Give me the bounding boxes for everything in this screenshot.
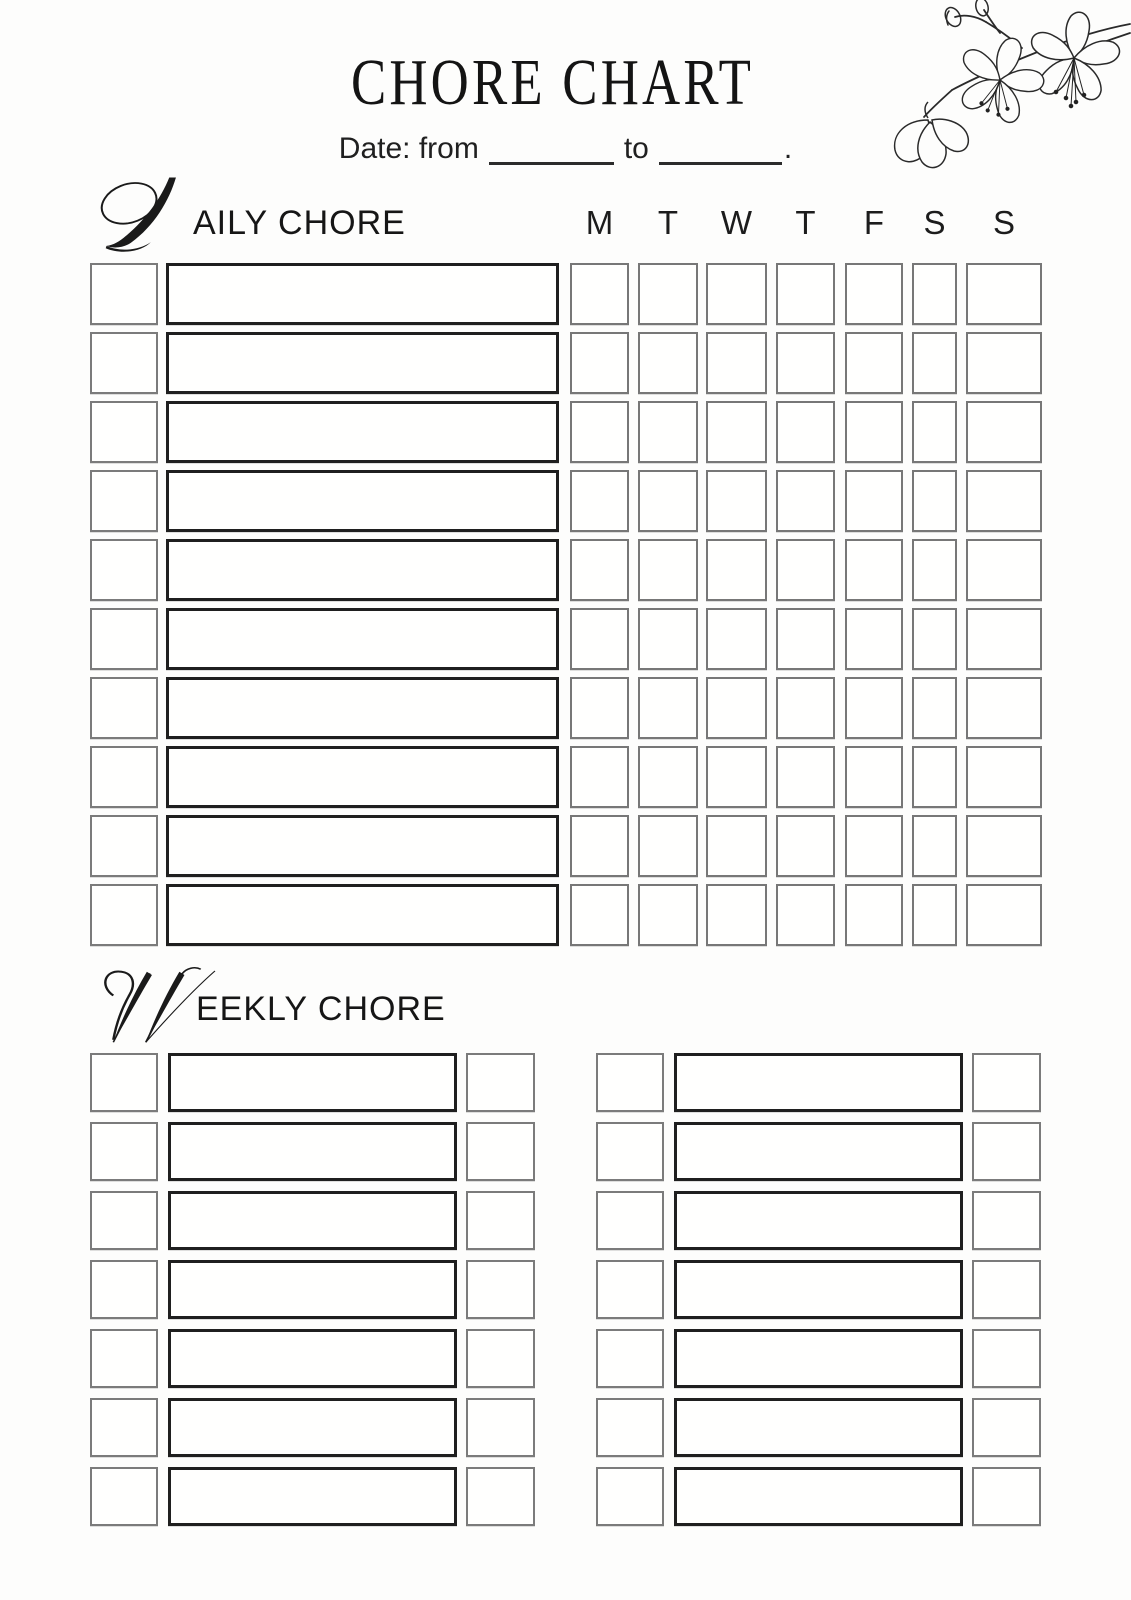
date-from-field[interactable] bbox=[489, 162, 614, 165]
weekly-extra-checkbox[interactable] bbox=[972, 1053, 1041, 1112]
weekly-chore-name-field[interactable] bbox=[674, 1191, 963, 1250]
day-header-row bbox=[90, 206, 1052, 244]
weekly-chore-name-field[interactable] bbox=[168, 1191, 457, 1250]
weekly-chore-name-field[interactable] bbox=[674, 1398, 963, 1457]
day-checkbox-tuesday[interactable] bbox=[638, 884, 698, 946]
chore-name-field[interactable] bbox=[166, 470, 559, 532]
weekly-extra-checkbox[interactable] bbox=[466, 1122, 535, 1181]
weekly-done-checkbox[interactable] bbox=[596, 1329, 664, 1388]
weekly-extra-checkbox[interactable] bbox=[972, 1122, 1041, 1181]
day-checkbox-saturday[interactable] bbox=[912, 677, 957, 739]
weekly-chore-row bbox=[90, 1122, 535, 1181]
day-checkbox-sunday[interactable] bbox=[966, 746, 1042, 808]
day-checkbox-monday[interactable] bbox=[570, 677, 629, 739]
day-checkbox-saturday[interactable] bbox=[912, 539, 957, 601]
weekly-done-checkbox[interactable] bbox=[596, 1122, 664, 1181]
weekly-done-checkbox[interactable] bbox=[90, 1053, 158, 1112]
date-prefix-label: Date: from bbox=[338, 132, 479, 165]
weekly-chore-row bbox=[90, 1329, 535, 1388]
weekly-done-checkbox[interactable] bbox=[596, 1467, 664, 1526]
chore-name-field[interactable] bbox=[166, 677, 559, 739]
weekly-chore-name-field[interactable] bbox=[168, 1329, 457, 1388]
day-checkbox-saturday[interactable] bbox=[912, 332, 957, 394]
day-checkbox-sunday[interactable] bbox=[966, 263, 1042, 325]
day-checkbox-friday[interactable] bbox=[845, 815, 903, 877]
day-checkbox-thursday[interactable] bbox=[776, 470, 835, 532]
day-checkbox-tuesday[interactable] bbox=[638, 746, 698, 808]
day-checkbox-monday[interactable] bbox=[570, 332, 629, 394]
weekly-done-checkbox[interactable] bbox=[596, 1191, 664, 1250]
day-checkbox-monday[interactable] bbox=[570, 470, 629, 532]
day-header-sunday: S bbox=[992, 204, 1015, 241]
day-checkbox-saturday[interactable] bbox=[912, 815, 957, 877]
daily-chore-row bbox=[90, 263, 1052, 325]
day-checkbox-wednesday[interactable] bbox=[706, 746, 767, 808]
day-checkbox-monday[interactable] bbox=[570, 263, 629, 325]
day-checkbox-thursday[interactable] bbox=[776, 815, 835, 877]
weekly-chore-row bbox=[90, 1398, 535, 1457]
day-checkbox-tuesday[interactable] bbox=[638, 539, 698, 601]
day-checkbox-wednesday[interactable] bbox=[706, 677, 767, 739]
weekly-column-1 bbox=[90, 1053, 535, 1536]
chore-name-field[interactable] bbox=[166, 884, 559, 946]
day-checkbox-friday[interactable] bbox=[845, 884, 903, 946]
weekly-done-checkbox[interactable] bbox=[90, 1191, 158, 1250]
day-checkbox-sunday[interactable] bbox=[966, 539, 1042, 601]
weekly-chore-row bbox=[596, 1329, 1041, 1388]
day-checkbox-tuesday[interactable] bbox=[638, 332, 698, 394]
day-checkbox-wednesday[interactable] bbox=[706, 884, 767, 946]
weekly-extra-checkbox[interactable] bbox=[972, 1467, 1041, 1526]
weekly-extra-checkbox[interactable] bbox=[466, 1398, 535, 1457]
day-checkbox-monday[interactable] bbox=[570, 608, 629, 670]
day-checkbox-sunday[interactable] bbox=[966, 470, 1042, 532]
day-header-thursday: T bbox=[795, 204, 816, 241]
day-checkbox-friday[interactable] bbox=[845, 332, 903, 394]
weekly-extra-checkbox[interactable] bbox=[972, 1191, 1041, 1250]
weekly-chore-name-field[interactable] bbox=[168, 1260, 457, 1319]
day-checkbox-monday[interactable] bbox=[570, 401, 629, 463]
day-checkbox-wednesday[interactable] bbox=[706, 470, 767, 532]
daily-chore-row bbox=[90, 608, 1052, 670]
day-checkbox-sunday[interactable] bbox=[966, 608, 1042, 670]
weekly-chore-row bbox=[596, 1053, 1041, 1112]
chore-done-checkbox[interactable] bbox=[90, 470, 158, 532]
daily-chore-row bbox=[90, 470, 1052, 532]
chore-done-checkbox[interactable] bbox=[90, 746, 158, 808]
weekly-done-checkbox[interactable] bbox=[596, 1260, 664, 1319]
day-header-tuesday: T bbox=[657, 204, 679, 241]
weekly-done-checkbox[interactable] bbox=[90, 1329, 158, 1388]
daily-chore-row bbox=[90, 539, 1052, 601]
day-checkbox-friday[interactable] bbox=[845, 746, 903, 808]
weekly-chore-name-field[interactable] bbox=[674, 1467, 963, 1526]
day-checkbox-tuesday[interactable] bbox=[638, 470, 698, 532]
weekly-chore-name-field[interactable] bbox=[674, 1329, 963, 1388]
chore-name-field[interactable] bbox=[166, 401, 559, 463]
weekly-chore-row bbox=[596, 1398, 1041, 1457]
chore-done-checkbox[interactable] bbox=[90, 608, 158, 670]
day-checkbox-saturday[interactable] bbox=[912, 884, 957, 946]
day-checkbox-thursday[interactable] bbox=[776, 608, 835, 670]
day-header-friday: F bbox=[863, 204, 885, 241]
weekly-chore-name-field[interactable] bbox=[168, 1122, 457, 1181]
weekly-done-checkbox[interactable] bbox=[90, 1260, 158, 1319]
day-checkbox-wednesday[interactable] bbox=[706, 608, 767, 670]
date-line bbox=[0, 131, 1131, 167]
day-checkbox-tuesday[interactable] bbox=[638, 608, 698, 670]
weekly-chore-name-field[interactable] bbox=[674, 1053, 963, 1112]
day-checkbox-thursday[interactable] bbox=[776, 884, 835, 946]
day-checkbox-sunday[interactable] bbox=[966, 332, 1042, 394]
weekly-extra-checkbox[interactable] bbox=[972, 1329, 1041, 1388]
weekly-extra-checkbox[interactable] bbox=[466, 1467, 535, 1526]
weekly-chore-name-field[interactable] bbox=[674, 1260, 963, 1319]
daily-chore-row bbox=[90, 332, 1052, 394]
weekly-chore-row bbox=[90, 1053, 535, 1112]
day-checkbox-saturday[interactable] bbox=[912, 608, 957, 670]
day-checkbox-tuesday[interactable] bbox=[638, 263, 698, 325]
weekly-chore-row bbox=[90, 1191, 535, 1250]
weekly-chore-row bbox=[90, 1260, 535, 1319]
daily-chore-row bbox=[90, 815, 1052, 877]
day-checkbox-friday[interactable] bbox=[845, 263, 903, 325]
weekly-extra-checkbox[interactable] bbox=[466, 1191, 535, 1250]
weekly-column-2 bbox=[596, 1053, 1041, 1536]
weekly-done-checkbox[interactable] bbox=[90, 1398, 158, 1457]
day-header-monday: M bbox=[585, 204, 614, 241]
day-checkbox-sunday[interactable] bbox=[966, 677, 1042, 739]
chore-name-field[interactable] bbox=[166, 815, 559, 877]
day-checkbox-sunday[interactable] bbox=[966, 401, 1042, 463]
chore-done-checkbox[interactable] bbox=[90, 884, 158, 946]
weekly-chore-row bbox=[596, 1467, 1041, 1526]
day-checkbox-wednesday[interactable] bbox=[706, 815, 767, 877]
weekly-extra-checkbox[interactable] bbox=[466, 1260, 535, 1319]
day-checkbox-sunday[interactable] bbox=[966, 884, 1042, 946]
day-checkbox-sunday[interactable] bbox=[966, 815, 1042, 877]
day-checkbox-friday[interactable] bbox=[845, 608, 903, 670]
chore-name-field[interactable] bbox=[166, 332, 559, 394]
day-checkbox-monday[interactable] bbox=[570, 884, 629, 946]
day-checkbox-friday[interactable] bbox=[845, 677, 903, 739]
weekly-chore-row bbox=[596, 1122, 1041, 1181]
day-header-saturday: S bbox=[923, 204, 946, 241]
weekly-extra-checkbox[interactable] bbox=[972, 1260, 1041, 1319]
day-checkbox-monday[interactable] bbox=[570, 815, 629, 877]
daily-chore-row bbox=[90, 746, 1052, 808]
chore-name-field[interactable] bbox=[166, 608, 559, 670]
chore-done-checkbox[interactable] bbox=[90, 332, 158, 394]
day-checkbox-tuesday[interactable] bbox=[638, 677, 698, 739]
day-checkbox-thursday[interactable] bbox=[776, 677, 835, 739]
day-checkbox-friday[interactable] bbox=[845, 539, 903, 601]
chore-done-checkbox[interactable] bbox=[90, 815, 158, 877]
date-suffix: . bbox=[783, 132, 793, 165]
daily-chore-row bbox=[90, 884, 1052, 946]
day-checkbox-friday[interactable] bbox=[845, 470, 903, 532]
day-checkbox-monday[interactable] bbox=[570, 746, 629, 808]
weekly-done-checkbox[interactable] bbox=[90, 1122, 158, 1181]
day-checkbox-thursday[interactable] bbox=[776, 539, 835, 601]
chore-name-field[interactable] bbox=[166, 539, 559, 601]
chore-done-checkbox[interactable] bbox=[90, 263, 158, 325]
day-checkbox-friday[interactable] bbox=[845, 401, 903, 463]
weekly-chore-name-field[interactable] bbox=[168, 1398, 457, 1457]
daily-chore-row bbox=[90, 677, 1052, 739]
weekly-done-checkbox[interactable] bbox=[90, 1467, 158, 1526]
day-checkbox-tuesday[interactable] bbox=[638, 401, 698, 463]
day-checkbox-saturday[interactable] bbox=[912, 746, 957, 808]
day-checkbox-wednesday[interactable] bbox=[706, 401, 767, 463]
weekly-chore-row bbox=[596, 1260, 1041, 1319]
date-to-field[interactable] bbox=[659, 162, 782, 165]
day-checkbox-wednesday[interactable] bbox=[706, 263, 767, 325]
day-checkbox-wednesday[interactable] bbox=[706, 539, 767, 601]
day-checkbox-wednesday[interactable] bbox=[706, 332, 767, 394]
day-checkbox-saturday[interactable] bbox=[912, 401, 957, 463]
day-checkbox-thursday[interactable] bbox=[776, 263, 835, 325]
weekly-extra-checkbox[interactable] bbox=[466, 1329, 535, 1388]
day-checkbox-saturday[interactable] bbox=[912, 470, 957, 532]
chore-name-field[interactable] bbox=[166, 746, 559, 808]
day-header-wednesday: W bbox=[720, 204, 753, 241]
weekly-done-checkbox[interactable] bbox=[596, 1398, 664, 1457]
chore-done-checkbox[interactable] bbox=[90, 677, 158, 739]
day-checkbox-saturday[interactable] bbox=[912, 263, 957, 325]
weekly-chore-name-field[interactable] bbox=[674, 1122, 963, 1181]
day-checkbox-tuesday[interactable] bbox=[638, 815, 698, 877]
weekly-chore-name-field[interactable] bbox=[168, 1467, 457, 1526]
weekly-done-checkbox[interactable] bbox=[596, 1053, 664, 1112]
day-checkbox-thursday[interactable] bbox=[776, 401, 835, 463]
date-to-label: to bbox=[623, 132, 649, 165]
day-checkbox-thursday[interactable] bbox=[776, 332, 835, 394]
day-checkbox-thursday[interactable] bbox=[776, 746, 835, 808]
day-checkbox-monday[interactable] bbox=[570, 539, 629, 601]
chore-done-checkbox[interactable] bbox=[90, 401, 158, 463]
daily-chore-heading: AILY CHORE bbox=[193, 204, 406, 242]
weekly-chore-heading: EEKLY CHORE bbox=[196, 990, 446, 1028]
weekly-chore-row bbox=[596, 1191, 1041, 1250]
chore-name-field[interactable] bbox=[166, 263, 559, 325]
daily-chore-row bbox=[90, 401, 1052, 463]
weekly-chore-row bbox=[90, 1467, 535, 1526]
weekly-chore-name-field[interactable] bbox=[168, 1053, 457, 1112]
daily-chore-table bbox=[90, 263, 1052, 953]
chore-done-checkbox[interactable] bbox=[90, 539, 158, 601]
weekly-extra-checkbox[interactable] bbox=[972, 1398, 1041, 1457]
page-title: CHORE CHART bbox=[350, 46, 755, 119]
weekly-extra-checkbox[interactable] bbox=[466, 1053, 535, 1112]
